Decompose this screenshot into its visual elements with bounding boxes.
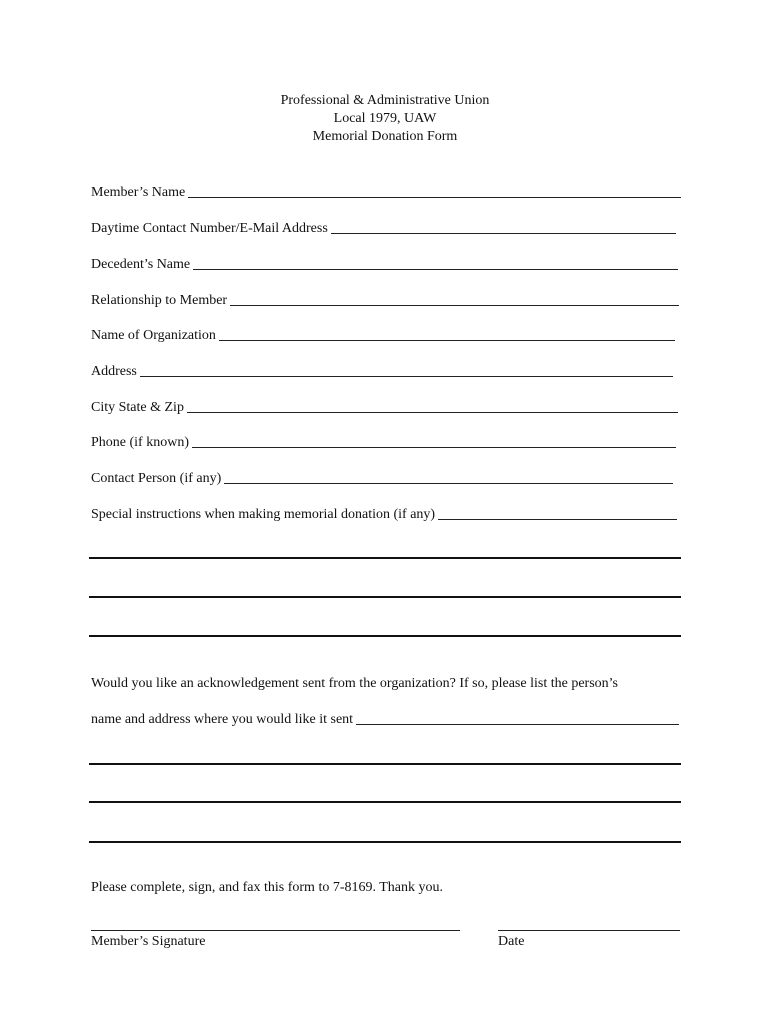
relationship-input[interactable] — [230, 294, 679, 306]
decedents-name-input[interactable] — [193, 258, 678, 270]
special-instructions-input[interactable] — [438, 508, 677, 520]
special-instructions-line-1[interactable] — [89, 557, 681, 559]
acknowledgement-question: Would you like an acknowledgement sent from the organization? If so, please list the person’s — [91, 676, 618, 691]
members-name-label: Member’s Name — [91, 185, 186, 200]
union-name: Professional & Administrative Union — [280, 93, 490, 108]
daytime-contact-row — [91, 217, 676, 237]
city-state-zip-label: City State & Zip — [91, 400, 184, 415]
contact-person-row — [91, 467, 673, 487]
acknowledgement-line-2[interactable] — [89, 801, 681, 803]
phone-label: Phone (if known) — [91, 435, 189, 450]
daytime-contact-input[interactable] — [331, 222, 676, 234]
acknowledgement-row — [91, 708, 679, 728]
daytime-contact-label: Daytime Contact Number/E-Mail Address — [91, 221, 328, 236]
acknowledgement-line-1[interactable] — [89, 763, 681, 765]
decedents-name-field[interactable] — [193, 257, 678, 270]
local-name: Local 1979, UAW — [333, 111, 437, 126]
address-row — [91, 360, 673, 380]
members-name-row — [91, 181, 681, 201]
signature-line[interactable] — [91, 930, 460, 931]
relationship-label: Relationship to Member — [91, 293, 228, 308]
decedents-name-row — [91, 253, 678, 273]
form-title: Memorial Donation Form — [312, 129, 458, 144]
city-state-zip-row — [91, 396, 678, 416]
decedents-name-label: Decedent’s Name — [91, 257, 191, 272]
contact-person-input[interactable] — [224, 472, 673, 484]
acknowledgement-input[interactable] — [356, 713, 679, 725]
daytime-contact-field[interactable] — [331, 221, 676, 234]
date-label: Date — [498, 934, 525, 949]
address-input[interactable] — [140, 365, 673, 377]
relationship-field[interactable] — [230, 293, 679, 306]
organization-label: Name of Organization — [91, 328, 216, 343]
city-state-zip-input[interactable] — [187, 401, 678, 413]
special-instructions-line-2[interactable] — [89, 596, 681, 598]
fax-instructions: Please complete, sign, and fax this form to 7-8169. Thank you. — [91, 880, 444, 895]
special-instructions-label: Special instructions when making memorial donation (if any) — [91, 507, 436, 522]
relationship-row — [91, 289, 679, 309]
address-label: Address — [91, 364, 137, 379]
acknowledgement-field[interactable] — [356, 712, 679, 725]
members-name-input[interactable] — [188, 186, 681, 198]
form-header — [0, 92, 770, 146]
signature-label: Member’s Signature — [91, 934, 206, 949]
contact-person-field[interactable] — [224, 471, 673, 484]
address-field[interactable] — [140, 364, 673, 377]
acknowledgement-label: name and address where you would like it sent — [91, 712, 354, 727]
members-name-field[interactable] — [188, 185, 681, 198]
phone-field[interactable] — [192, 435, 676, 448]
organization-input[interactable] — [219, 329, 675, 341]
special-instructions-line-3[interactable] — [89, 635, 681, 637]
contact-person-label: Contact Person (if any) — [91, 471, 222, 486]
special-instructions-row — [91, 503, 677, 523]
organization-field[interactable] — [219, 328, 675, 341]
date-line[interactable] — [498, 930, 680, 931]
acknowledgement-line-3[interactable] — [89, 841, 681, 843]
organization-row — [91, 324, 675, 344]
special-instructions-field[interactable] — [438, 507, 677, 520]
phone-input[interactable] — [192, 436, 676, 448]
city-state-zip-field[interactable] — [187, 400, 678, 413]
phone-row — [91, 431, 676, 451]
